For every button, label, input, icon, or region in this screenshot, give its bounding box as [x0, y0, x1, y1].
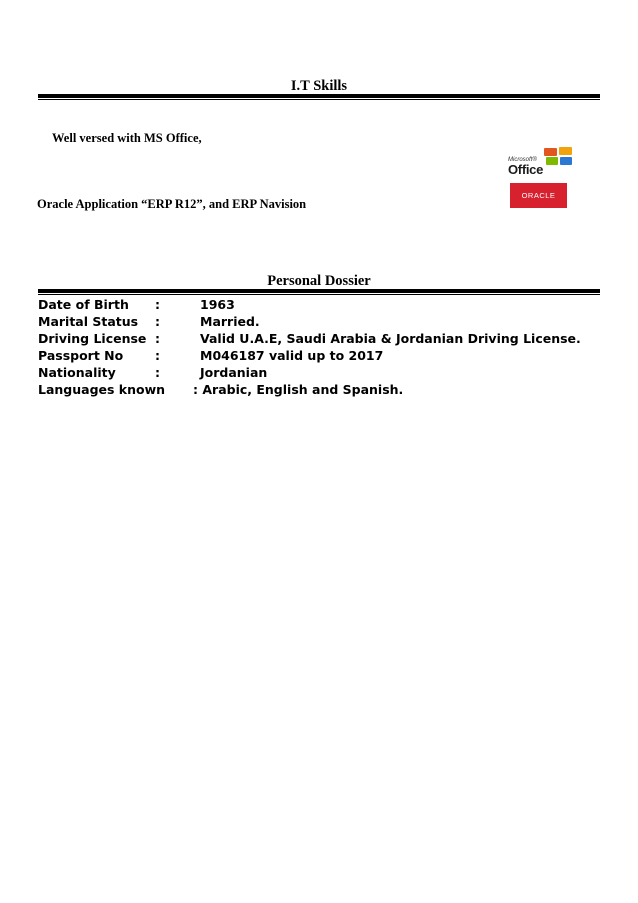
it-skills-divider — [38, 94, 600, 100]
row-value: : Arabic, English and Spanish. — [193, 382, 404, 397]
row-separator: : — [155, 331, 160, 346]
skill-ms-office: Well versed with MS Office, — [52, 131, 202, 145]
row-separator: : — [155, 348, 160, 363]
office-wordmark: Office — [508, 162, 544, 177]
personal-dossier-divider — [38, 289, 600, 295]
row-value: M046187 valid up to 2017 — [200, 348, 384, 363]
row-label: Nationality — [38, 365, 116, 380]
row-label: Languages known — [38, 382, 166, 397]
skill-oracle-erp: Oracle Application “ERP R12”, and ERP Navision — [37, 197, 307, 211]
row-separator: : — [155, 297, 160, 312]
row-value: Jordanian — [200, 365, 268, 380]
row-label: Date of Birth — [38, 297, 129, 312]
office-squares-icon — [544, 146, 574, 166]
row-label: Driving License — [38, 331, 147, 346]
microsoft-wordmark: Microsoft® — [508, 157, 537, 163]
row-separator: : — [155, 314, 160, 329]
oracle-logo: ORACLE — [510, 183, 567, 208]
row-value: 1963 — [200, 297, 235, 312]
it-skills-heading: I.T Skills — [290, 78, 348, 94]
personal-dossier-heading: Personal Dossier — [267, 273, 371, 289]
row-label: Passport No — [38, 348, 124, 363]
ms-office-logo — [506, 146, 574, 178]
row-separator: : — [155, 365, 160, 380]
row-value: Married. — [200, 314, 260, 329]
row-label: Marital Status — [38, 314, 139, 329]
row-value: Valid U.A.E, Saudi Arabia & Jordanian Driving License. — [200, 331, 581, 346]
